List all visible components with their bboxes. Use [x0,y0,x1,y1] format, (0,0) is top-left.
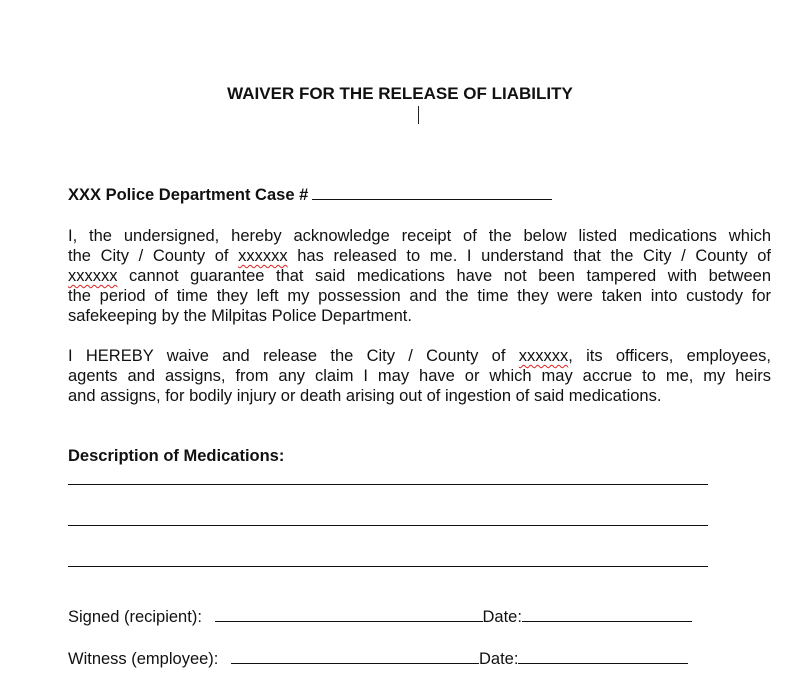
text-segment: has released to me. I understand that the City / County of [287,247,771,265]
text-cursor [418,106,419,124]
witness-date-field[interactable] [518,649,688,664]
paragraph-line: I, the undersigned, hereby acknowledge receipt of the below listed medications which [68,227,771,245]
paragraph-line: agents and assigns, from any claim I may have or which may accrue to me, my heirs [68,367,771,385]
document-title: WAIVER FOR THE RELEASE OF LIABILITY [227,84,573,103]
paragraph-line: and assigns, for bodily injury or death arising out of ingestion of said medications. [68,387,662,405]
paragraph-line [68,246,771,266]
signed-field[interactable] [215,607,483,622]
acknowledgement-paragraph [68,226,771,326]
date-label: Date: [482,608,522,626]
witness-row [68,649,688,669]
text-segment: cannot guarantee that said medications have not been tampered with between [117,267,771,285]
placeholder-xxxxxx: xxxxxx [68,267,118,285]
signed-label: Signed (recipient): [68,608,202,626]
witness-label: Witness (employee): [68,650,219,668]
signed-date-field[interactable] [522,607,692,622]
description-heading: Description of Medications: [68,447,285,465]
description-line-2[interactable] [68,525,708,526]
case-number-field[interactable] [312,185,552,200]
text-segment: , its officers, employees, [568,347,771,365]
placeholder-xxxxxx: xxxxxx [518,347,569,365]
waiver-paragraph [68,346,771,406]
paragraph-line [68,346,771,366]
description-line-3[interactable] [68,566,708,567]
case-number-label: XXX Police Department Case # [68,186,309,204]
case-number-line [68,185,552,205]
witness-field[interactable] [231,649,479,664]
paragraph-line [68,266,771,286]
paragraph-line: the period of time they left my possession and the time they were taken into custody for [68,287,771,305]
description-line-1[interactable] [68,484,708,485]
signed-row [68,607,692,627]
text-segment: the City / County of [68,247,239,265]
paragraph-line: safekeeping by the Milpitas Police Department. [68,307,412,325]
placeholder-xxxxxx: xxxxxx [238,247,288,265]
text-segment: I HEREBY waive and release the City / County of [68,347,519,365]
date-label: Date: [478,650,519,668]
